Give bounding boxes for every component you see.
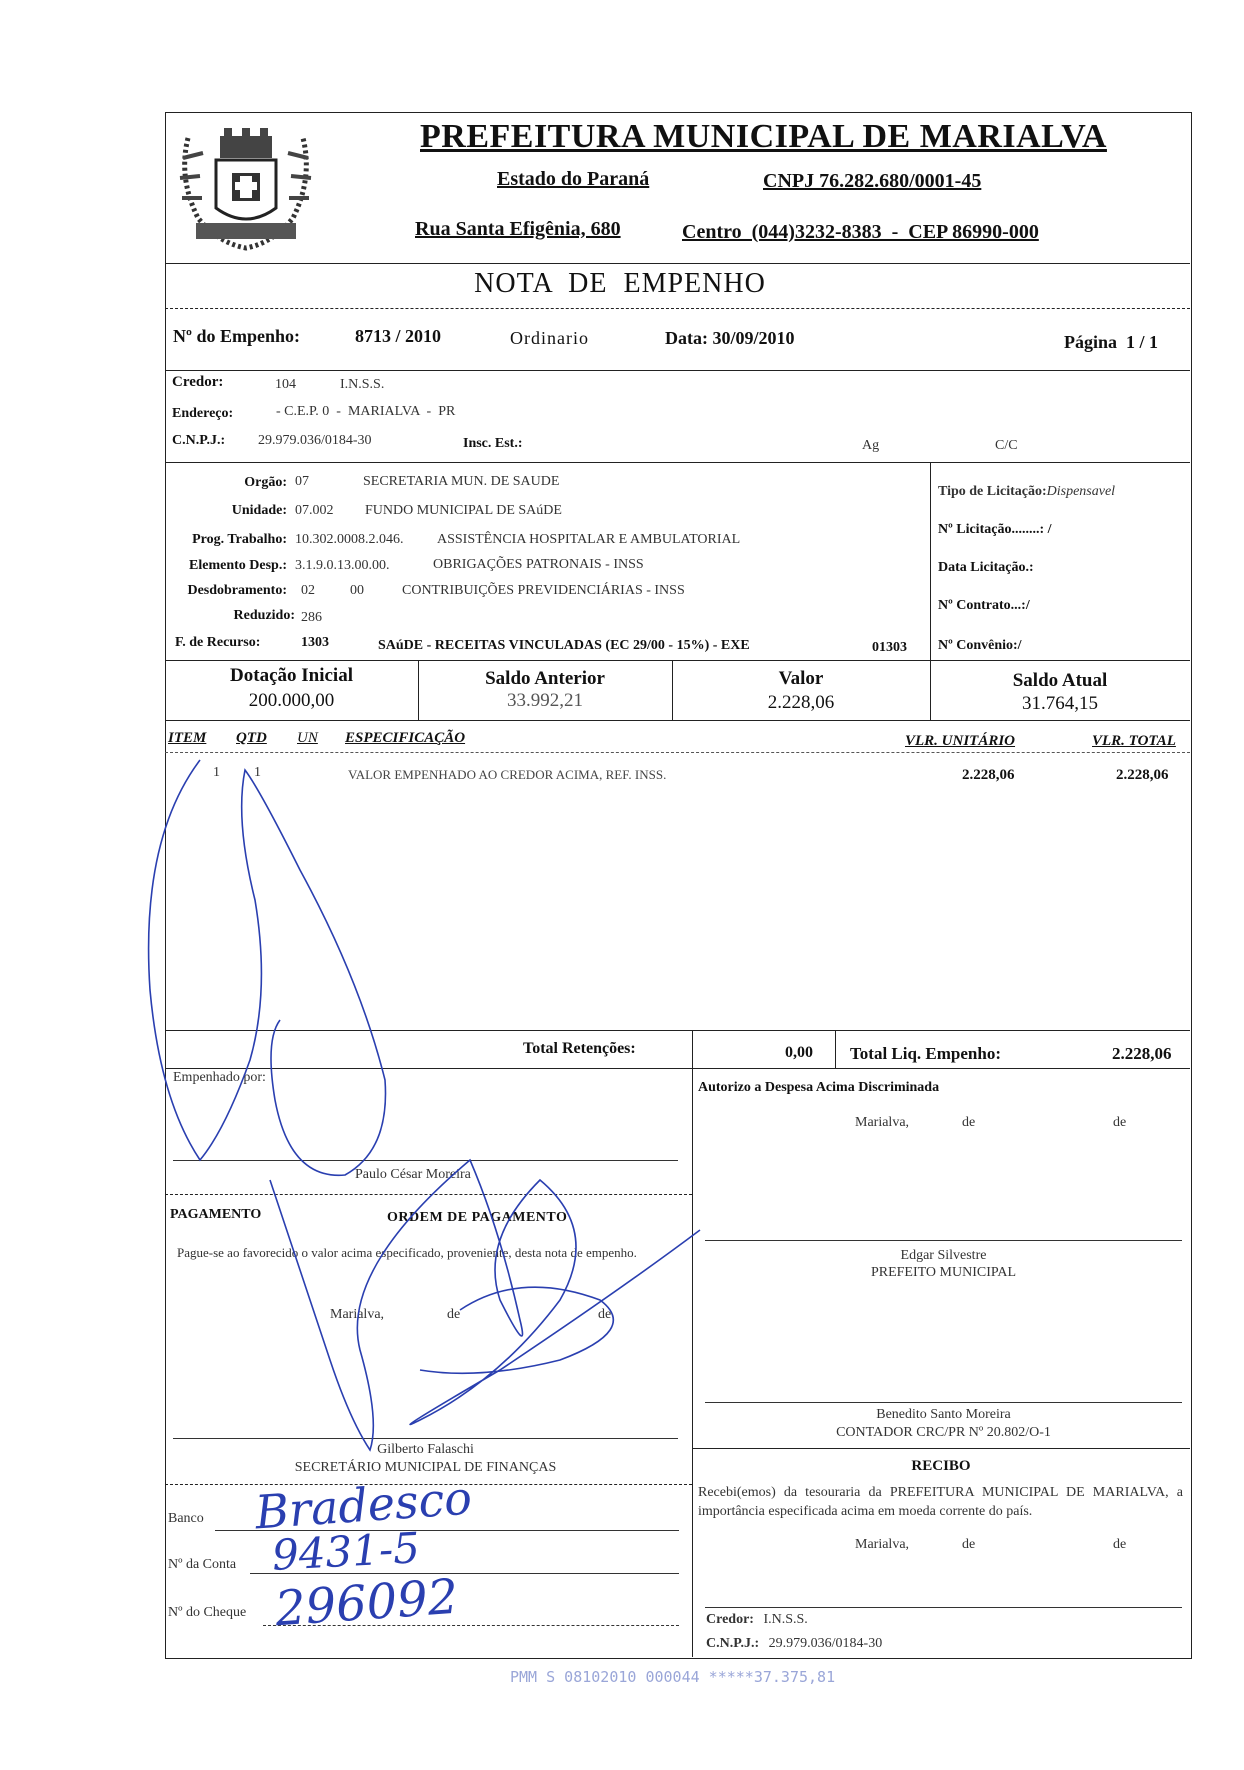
- cheque-handwritten: 296092: [273, 1568, 460, 1638]
- empenho-number-label: Nº do Empenho:: [173, 326, 300, 346]
- empenho-number: 8713 / 2010: [355, 326, 442, 346]
- municipality-title: PREFEITURA MUNICIPAL DE MARIALVA: [420, 118, 1107, 155]
- recibo-text: Recebi(emos) da tesouraria da PREFEITURA MUNICIPAL DE MARIALVA, a importância especificada acima em moeda corrente do país.: [698, 1485, 1183, 1519]
- divider: [165, 462, 1190, 463]
- cnpj-header: CNPJ 76.282.680/0001-45: [763, 170, 982, 192]
- prefeito-name: Edgar Silvestre: [900, 1248, 987, 1263]
- item-row-spec: VALOR EMPENHADO AO CREDOR ACIMA, REF. INSS.: [348, 767, 667, 782]
- recibo-cnpj: [706, 1636, 882, 1652]
- cnpj-label: C.N.P.J.:: [172, 433, 226, 448]
- pagamento-de-1: de: [447, 1307, 461, 1322]
- item-row-qtd: 1: [254, 765, 261, 780]
- recibo-city: Marialva,: [855, 1537, 910, 1552]
- insc-est-label: Insc. Est.:: [463, 436, 523, 451]
- pagamento-de-2: de: [598, 1307, 612, 1322]
- fonte-recurso-name: SAúDE - RECEITAS VINCULADAS (EC 29/00 - 15%) - EXE: [378, 638, 750, 653]
- divider: [165, 1068, 1190, 1069]
- credor-code: 104: [275, 377, 296, 392]
- saldo-atual-value: 31.764,15: [1022, 693, 1098, 714]
- col-header-qtd: QTD: [236, 730, 267, 746]
- numero-contrato: Nº Contrato...:/: [938, 598, 1030, 613]
- banco-handwritten: Bradesco: [253, 1470, 474, 1540]
- contador-name: Benedito Santo Moreira: [876, 1407, 1011, 1422]
- prog-code: 10.302.0008.2.046.: [295, 532, 404, 547]
- recibo-credor-value: I.N.S.S.: [763, 1612, 808, 1627]
- tipo-licitacao-value: Dispensavel: [1046, 484, 1116, 499]
- saldo-anterior-value: 33.992,21: [507, 690, 583, 711]
- item-row-number: 1: [213, 765, 220, 780]
- bank-authentication-stamp: PMM S 08102010 000044 *****37.375,81: [510, 1668, 836, 1686]
- desdobramento-code-1: 02: [301, 583, 315, 598]
- divider: [165, 720, 1190, 721]
- empenhado-signature-line: [173, 1160, 678, 1161]
- divider: [692, 1448, 1190, 1449]
- numero-licitacao: Nº Licitação........: /: [938, 522, 1052, 537]
- secretario-signature-line: [173, 1438, 678, 1439]
- fonte-recurso-code: 1303: [301, 635, 329, 650]
- divider: [165, 660, 1190, 661]
- account-label: C/C: [995, 438, 1018, 453]
- dotacao-inicial-value: 200.000,00: [248, 690, 335, 711]
- recibo-signature-line: [705, 1607, 1182, 1608]
- reduzido-value: 286: [301, 610, 322, 625]
- empenho-type: Ordinario: [510, 328, 589, 348]
- credor-label: Credor:: [172, 374, 224, 390]
- autorizo-label: Autorizo a Despesa Acima Discriminada: [698, 1080, 940, 1095]
- prefeito-signature-line: [705, 1240, 1182, 1241]
- item-row-total-value: 2.228,06: [1116, 767, 1169, 783]
- agency-label: Ag: [862, 438, 880, 453]
- recibo-de-1: de: [962, 1537, 976, 1552]
- col-header-valor-total: VLR. TOTAL: [1092, 733, 1176, 749]
- contador-signature-line: [705, 1402, 1182, 1403]
- endereco-value: - C.E.P. 0 - MARIALVA - PR: [276, 404, 456, 419]
- total-retencoes-label: Total Retenções:: [523, 1040, 636, 1057]
- street-address: Rua Santa Efigênia, 680: [415, 218, 621, 240]
- total-retencoes-value: 0,00: [785, 1044, 813, 1061]
- fonte-recurso-label: F. de Recurso:: [175, 635, 261, 650]
- elemento-name: OBRIGAÇÕES PATRONAIS - INSS: [433, 557, 644, 572]
- municipal-crest-logo: [168, 118, 323, 258]
- saldo-anterior-label: Saldo Anterior: [485, 668, 605, 689]
- divider: [165, 308, 1190, 309]
- divider: [835, 1030, 836, 1068]
- conta-label: Nº da Conta: [168, 1557, 237, 1572]
- tipo-licitacao: [938, 484, 1115, 500]
- autorizo-de-1: de: [962, 1115, 976, 1130]
- prefeito-role: PREFEITO MUNICIPAL: [870, 1265, 1017, 1280]
- empenhado-por-name: Paulo César Moreira: [355, 1167, 471, 1182]
- desdobramento-label: Desdobramento:: [187, 583, 287, 598]
- pagamento-label: PAGAMENTO: [170, 1207, 262, 1222]
- recibo-de-2: de: [1113, 1537, 1127, 1552]
- empenhado-por-label: Empenhado por:: [173, 1070, 266, 1085]
- endereco-label: Endereço:: [172, 406, 234, 421]
- elemento-label: Elemento Desp.:: [189, 558, 287, 573]
- table-header-divider: [165, 752, 1190, 753]
- page-indicator: Página 1 / 1: [1064, 332, 1159, 352]
- divider: [692, 1068, 693, 1657]
- data-licitacao: Data Licitação.:: [938, 560, 1034, 575]
- orgao-code: 07: [295, 474, 309, 489]
- divider: [165, 263, 1190, 264]
- orgao-label: Orgão:: [244, 475, 287, 490]
- total-liquido-label: Total Liq. Empenho:: [850, 1044, 1001, 1063]
- elemento-code: 3.1.9.0.13.00.00.: [295, 558, 390, 573]
- dotacao-inicial-label: Dotação Inicial: [230, 665, 353, 686]
- conta-handwritten: 9431-5: [270, 1523, 421, 1580]
- document-title: NOTA DE EMPENHO: [474, 268, 766, 299]
- col-header-valor-unitario: VLR. UNITÁRIO: [905, 733, 1016, 749]
- divider: [165, 370, 1190, 371]
- contador-role: CONTADOR CRC/PR Nº 20.802/O-1: [836, 1425, 1051, 1440]
- divider: [165, 1030, 1190, 1031]
- saldo-atual-label: Saldo Atual: [1012, 670, 1108, 691]
- recibo-cnpj-value: 29.979.036/0184-30: [768, 1636, 883, 1651]
- banco-label: Banco: [168, 1511, 204, 1526]
- recibo-cnpj-label: C.N.P.J.:: [706, 1636, 760, 1651]
- col-header-item: ITEM: [168, 730, 207, 746]
- fonte-recurso-code-2: 01303: [872, 640, 907, 655]
- valor-value: 2.228,06: [767, 692, 835, 713]
- empenho-date: Data: 30/09/2010: [665, 328, 795, 348]
- desdobramento-name: CONTRIBUIÇÕES PREVIDENCIÁRIAS - INSS: [402, 583, 685, 598]
- divider: [930, 462, 931, 660]
- ordem-pagamento-label: ORDEM DE PAGAMENTO: [387, 1210, 568, 1225]
- tipo-licitacao-label: Tipo de Licitação:: [938, 484, 1047, 499]
- secretario-name: Gilberto Falaschi: [377, 1442, 474, 1457]
- divider: [165, 1194, 692, 1195]
- autorizo-city: Marialva,: [855, 1115, 910, 1130]
- desdobramento-code-2: 00: [350, 583, 364, 598]
- recibo-credor-label: Credor:: [706, 1612, 754, 1627]
- recibo-title: RECIBO: [911, 1458, 971, 1474]
- orgao-name: SECRETARIA MUN. DE SAUDE: [363, 474, 560, 489]
- unidade-name: FUNDO MUNICIPAL DE SAúDE: [365, 503, 562, 518]
- reduzido-label: Reduzido:: [233, 608, 295, 623]
- col-header-un: UN: [297, 730, 318, 746]
- unidade-code: 07.002: [295, 503, 334, 518]
- item-row-unit-value: 2.228,06: [962, 767, 1015, 783]
- pagamento-text: Pague-se ao favorecido o valor acima especificado, proveniente, desta nota de empenho.: [177, 1245, 637, 1260]
- secretario-role: SECRETÁRIO MUNICIPAL DE FINANÇAS: [294, 1460, 557, 1475]
- cnpj-value: 29.979.036/0184-30: [258, 433, 372, 448]
- col-header-especificacao: ESPECIFICAÇÃO: [345, 730, 466, 746]
- unidade-label: Unidade:: [231, 503, 287, 518]
- pagamento-city: Marialva,: [330, 1307, 385, 1322]
- divider: [692, 1030, 693, 1068]
- total-liquido-value: 2.228,06: [1112, 1044, 1172, 1063]
- numero-convenio: Nº Convênio:/: [938, 638, 1022, 653]
- cheque-label: Nº do Cheque: [168, 1605, 247, 1620]
- prog-label: Prog. Trabalho:: [192, 532, 287, 547]
- credor-name: I.N.S.S.: [340, 377, 385, 392]
- autorizo-de-2: de: [1113, 1115, 1127, 1130]
- address-contact: Centro (044)3232-8383 - CEP 86990-000: [682, 221, 1039, 243]
- valor-label: Valor: [778, 668, 824, 689]
- prog-name: ASSISTÊNCIA HOSPITALAR E AMBULATORIAL: [437, 532, 741, 547]
- state-name: Estado do Paraná: [497, 168, 650, 190]
- recibo-credor: [706, 1612, 808, 1628]
